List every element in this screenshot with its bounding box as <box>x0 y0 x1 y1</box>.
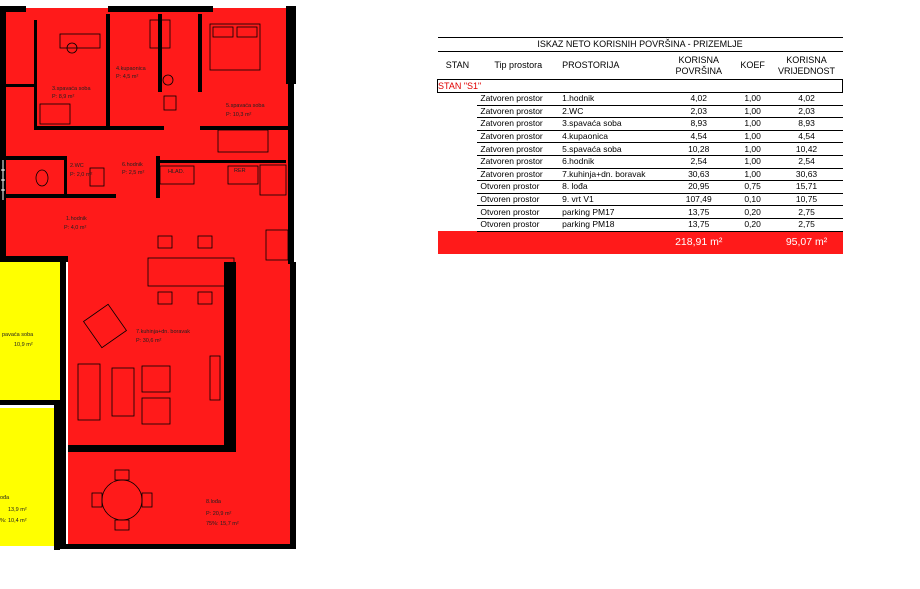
cell-koef: 1,00 <box>735 93 771 106</box>
cell-koef: 1,00 <box>735 168 771 181</box>
cell-prostorija: parking PM18 <box>559 218 663 231</box>
table-row <box>438 118 843 131</box>
header-koef: KOEF <box>735 52 771 80</box>
table-row <box>438 168 843 181</box>
cell-vrijednost: 30,63 <box>771 168 843 181</box>
cell-stan <box>438 181 478 194</box>
header-tip: Tip prostora <box>477 52 559 80</box>
room-2-area: P: 2,0 m² <box>70 172 93 178</box>
cell-vrijednost: 2,75 <box>771 206 843 219</box>
table-title: ISKAZ NETO KORISNIH POVRŠINA - PRIZEMLJE <box>438 38 843 52</box>
cell-povrsina: 2,03 <box>663 105 735 118</box>
cell-povrsina: 2,54 <box>663 155 735 168</box>
cell-koef: 0,20 <box>735 206 771 219</box>
table-title-row <box>438 38 843 52</box>
rer-label: RER <box>234 168 246 174</box>
cell-vrijednost: 15,71 <box>771 181 843 194</box>
header-prostorija: PROSTORIJA <box>559 52 663 80</box>
cell-tip: Zatvoren prostor <box>477 118 559 131</box>
cell-tip: Zatvoren prostor <box>477 143 559 156</box>
total-vrijednost: 95,07 m² <box>771 231 843 254</box>
cell-povrsina: 10,28 <box>663 143 735 156</box>
cell-prostorija: 1.hodnik <box>559 93 663 106</box>
hlad-label: HLAD. <box>168 169 185 175</box>
cell-prostorija: 2.WC <box>559 105 663 118</box>
table-body <box>438 93 843 232</box>
cell-vrijednost: 10,42 <box>771 143 843 156</box>
cell-koef: 0,20 <box>735 218 771 231</box>
table-row <box>438 143 843 156</box>
cell-povrsina: 30,63 <box>663 168 735 181</box>
cell-stan <box>438 130 478 143</box>
cell-povrsina: 20,95 <box>663 181 735 194</box>
cell-prostorija: 5.spavaća soba <box>559 143 663 156</box>
cell-vrijednost: 2,03 <box>771 105 843 118</box>
area-table <box>437 37 843 254</box>
cell-stan <box>438 155 478 168</box>
neighbour-room-2-name: ođa <box>0 495 10 501</box>
cell-prostorija: 9. vrt V1 <box>559 193 663 206</box>
cell-povrsina: 13,75 <box>663 206 735 219</box>
table-header-row <box>438 52 843 80</box>
header-korisna-1: KORISNA <box>678 54 719 65</box>
cell-tip: Otvoren prostor <box>477 181 559 194</box>
cell-povrsina: 13,75 <box>663 218 735 231</box>
header-korisna-2: POVRŠINA <box>675 65 722 76</box>
cell-stan <box>438 143 478 156</box>
room-8-extra: 75%: 15,7 m² <box>206 521 239 527</box>
cell-vrijednost: 10,75 <box>771 193 843 206</box>
table-row <box>438 218 843 231</box>
cell-stan <box>438 206 478 219</box>
cell-stan <box>438 93 478 106</box>
table-row <box>438 155 843 168</box>
table-row <box>438 93 843 106</box>
cell-koef: 1,00 <box>735 118 771 131</box>
table-row <box>438 105 843 118</box>
room-7-area: P: 30,6 m² <box>136 338 162 344</box>
cell-koef: 1,00 <box>735 155 771 168</box>
room-3-area: P: 8,9 m² <box>52 94 75 100</box>
cell-tip: Zatvoren prostor <box>477 130 559 143</box>
cell-povrsina: 4,54 <box>663 130 735 143</box>
header-vrij-1: KORISNA <box>786 54 827 65</box>
table-row <box>438 130 843 143</box>
room-6-area: P: 2,5 m² <box>122 170 145 176</box>
cell-stan <box>438 218 478 231</box>
cell-koef: 1,00 <box>735 105 771 118</box>
room-8-name: 8.lođa <box>206 499 221 505</box>
cell-tip: Zatvoren prostor <box>477 93 559 106</box>
neighbour-room-1-name: pavaća soba <box>2 332 34 338</box>
cell-prostorija: parking PM17 <box>559 206 663 219</box>
cell-vrijednost: 4,02 <box>771 93 843 106</box>
table-row <box>438 193 843 206</box>
cell-tip: Zatvoren prostor <box>477 105 559 118</box>
cell-prostorija: 6.hodnik <box>559 155 663 168</box>
room-4-name: 4.kupaonica <box>116 66 146 72</box>
cell-vrijednost: 4,54 <box>771 130 843 143</box>
total-povrsina: 218,91 m² <box>663 231 735 254</box>
cell-stan <box>438 168 478 181</box>
neighbour-room-1-area: 10,9 m² <box>14 342 33 348</box>
cell-stan <box>438 105 478 118</box>
cell-povrsina: 107,49 <box>663 193 735 206</box>
room-3-name: 3.spavaća soba <box>52 86 91 92</box>
room-7-name: 7.kuhinja+dn. boravak <box>136 329 190 335</box>
cell-povrsina: 8,93 <box>663 118 735 131</box>
neighbour-room-2-extra: %: 10,4 m² <box>0 518 27 524</box>
cell-koef: 1,00 <box>735 130 771 143</box>
cell-vrijednost: 8,93 <box>771 118 843 131</box>
cell-tip: Otvoren prostor <box>477 218 559 231</box>
cell-tip: Zatvoren prostor <box>477 155 559 168</box>
room-6-name: 6.hodnik <box>122 162 143 168</box>
cell-povrsina: 4,02 <box>663 93 735 106</box>
room-5-name: 5.spavaća soba <box>226 103 265 109</box>
table-row <box>438 181 843 194</box>
cell-tip: Zatvoren prostor <box>477 168 559 181</box>
cell-koef: 0,75 <box>735 181 771 194</box>
cell-prostorija: 8. lođa <box>559 181 663 194</box>
cell-prostorija: 3.spavaća soba <box>559 118 663 131</box>
cell-tip: Otvoren prostor <box>477 206 559 219</box>
floor-plan <box>0 0 300 555</box>
room-4-area: P: 4,5 m² <box>116 74 139 80</box>
header-stan: STAN <box>438 52 478 80</box>
cell-stan <box>438 118 478 131</box>
cell-koef: 1,00 <box>735 143 771 156</box>
room-2-name: 2.WC <box>70 163 84 169</box>
header-korisna-povrsina <box>663 52 735 80</box>
cell-vrijednost: 2,75 <box>771 218 843 231</box>
total-row <box>438 231 843 254</box>
room-8-area: P: 20,9 m² <box>206 511 232 517</box>
room-1-area: P: 4,0 m² <box>64 225 87 231</box>
stan-row <box>438 80 843 93</box>
cell-vrijednost: 2,54 <box>771 155 843 168</box>
stan-label: STAN "S1" <box>438 80 843 93</box>
cell-koef: 0,10 <box>735 193 771 206</box>
room-1-name: 1.hodnik <box>66 216 87 222</box>
cell-prostorija: 4.kupaonica <box>559 130 663 143</box>
cell-prostorija: 7.kuhinja+dn. boravak <box>559 168 663 181</box>
neighbour-room-2-area: 13,9 m² <box>8 507 27 513</box>
header-korisna-vrijednost <box>771 52 843 80</box>
header-vrij-2: VRIJEDNOST <box>778 65 836 76</box>
cell-tip: Otvoren prostor <box>477 193 559 206</box>
room-5-area: P: 10,3 m² <box>226 112 252 118</box>
table-row <box>438 206 843 219</box>
cell-stan <box>438 193 478 206</box>
